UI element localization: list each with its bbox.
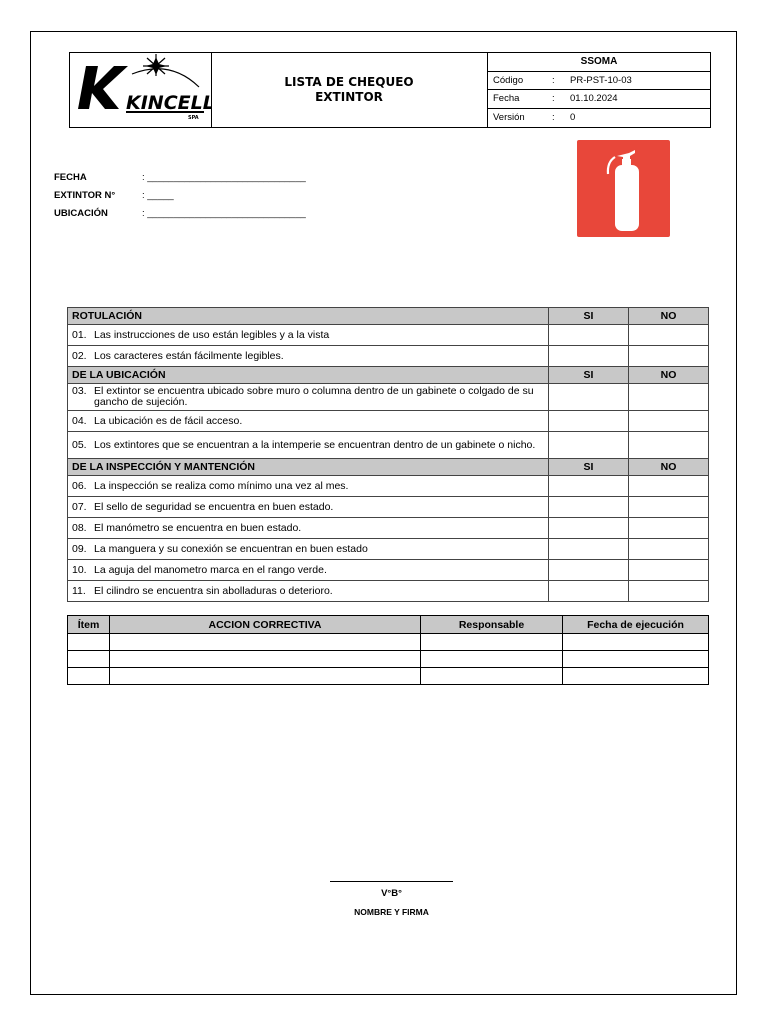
si-cell[interactable] [549, 384, 629, 411]
no-cell[interactable] [629, 581, 709, 602]
item-number: 07. [72, 501, 87, 513]
no-cell[interactable] [629, 384, 709, 411]
action-header-row [68, 616, 709, 634]
si-cell[interactable] [549, 539, 629, 560]
no-header: NO [629, 308, 709, 325]
table-row [68, 497, 709, 518]
item-number: 05. [72, 438, 87, 451]
meta-sep: : [552, 74, 555, 86]
table-row [68, 384, 709, 411]
table-row [68, 411, 709, 432]
field-label: EXTINTOR N° [54, 189, 116, 201]
field-extintor[interactable] [54, 186, 306, 204]
no-cell[interactable] [629, 476, 709, 497]
meta-key: Fecha [493, 93, 520, 105]
meta-key: Versión [493, 112, 525, 124]
item-number: 04. [72, 415, 87, 427]
col-date: Fecha de ejecución [563, 616, 709, 634]
si-cell[interactable] [549, 325, 629, 346]
table-row [68, 581, 709, 602]
no-header: NO [629, 367, 709, 384]
no-cell[interactable] [629, 539, 709, 560]
si-header: SI [549, 367, 629, 384]
section-title: ROTULACIÓN [68, 308, 549, 325]
table-row [68, 476, 709, 497]
empty-cell[interactable] [68, 668, 110, 685]
empty-cell[interactable] [68, 651, 110, 668]
document-meta [488, 53, 710, 127]
title-line-1: LISTA DE CHEQUEO [284, 75, 414, 89]
empty-cell[interactable] [563, 651, 709, 668]
table-row [68, 325, 709, 346]
table-row [68, 560, 709, 581]
si-cell[interactable] [549, 518, 629, 539]
item-number: 08. [72, 522, 87, 534]
table-row [68, 668, 709, 685]
table-row [68, 539, 709, 560]
meta-row-code [488, 72, 710, 91]
item-number: 01. [72, 329, 87, 341]
item-text: Los caracteres están fácilmente legibles. [94, 350, 284, 362]
si-cell[interactable] [549, 581, 629, 602]
si-header: SI [549, 308, 629, 325]
col-responsible: Responsable [421, 616, 563, 634]
meta-value: 01.10.2024 [570, 93, 618, 105]
empty-cell[interactable] [110, 668, 421, 685]
fire-extinguisher-icon [577, 140, 670, 237]
item-text: El cilindro se encuentra sin abolladuras o deterioro. [94, 585, 333, 597]
field-label: FECHA [54, 171, 87, 183]
empty-cell[interactable] [110, 651, 421, 668]
meta-row-version [488, 109, 710, 128]
document-title [211, 53, 488, 127]
signature-vb: V°B° [381, 888, 402, 899]
item-text: La manguera y su conexión se encuentran en buen estado [94, 543, 368, 555]
item-text: El sello de seguridad se encuentra en buen estado. [94, 501, 334, 513]
logo-sub: SPA [188, 115, 199, 121]
item-text: La aguja del manometro marca en el rango verde. [94, 564, 327, 576]
section-header [68, 367, 709, 384]
signature-line[interactable] [330, 881, 453, 882]
si-cell[interactable] [549, 476, 629, 497]
document-header [69, 52, 711, 128]
logo-wordmark: KINCELL [126, 92, 211, 114]
field-blank[interactable]: : _____ [142, 189, 174, 201]
table-row [68, 432, 709, 459]
company-logo [70, 53, 212, 127]
section-header [68, 308, 709, 325]
empty-cell[interactable] [421, 634, 563, 651]
signature-name-label: NOMBRE Y FIRMA [354, 907, 429, 917]
title-line-2: EXTINTOR [315, 90, 383, 104]
si-cell[interactable] [549, 346, 629, 367]
no-cell[interactable] [629, 560, 709, 581]
meta-sep: : [552, 93, 555, 105]
form-fields [54, 168, 306, 222]
meta-head: SSOMA [488, 53, 710, 72]
si-header: SI [549, 459, 629, 476]
field-label: UBICACIÓN [54, 207, 108, 219]
field-fecha[interactable] [54, 168, 306, 186]
no-cell[interactable] [629, 497, 709, 518]
si-cell[interactable] [549, 411, 629, 432]
meta-value: 0 [570, 112, 576, 124]
checklist-table [67, 307, 709, 602]
meta-key: Código [493, 74, 524, 86]
item-number: 03. [72, 385, 87, 397]
empty-cell[interactable] [421, 651, 563, 668]
corrective-action-table [67, 615, 709, 685]
item-number: 09. [72, 543, 87, 555]
field-ubicacion[interactable] [54, 204, 306, 222]
field-blank[interactable]: : ______________________________ [142, 207, 306, 219]
empty-cell[interactable] [110, 634, 421, 651]
no-cell[interactable] [629, 411, 709, 432]
empty-cell[interactable] [563, 668, 709, 685]
section-title: DE LA UBICACIÓN [68, 367, 549, 384]
no-cell[interactable] [629, 432, 709, 459]
item-number: 10. [72, 564, 87, 576]
item-text: La ubicación es de fácil acceso. [94, 415, 243, 427]
field-blank[interactable]: : ______________________________ [142, 171, 306, 183]
no-cell[interactable] [629, 346, 709, 367]
si-cell[interactable] [549, 497, 629, 518]
no-cell[interactable] [629, 325, 709, 346]
col-item: Ítem [68, 616, 110, 634]
item-number: 06. [72, 480, 87, 492]
si-cell[interactable] [549, 560, 629, 581]
item-text: Los extintores que se encuentran a la intemperie se encuentran dentro de un gabinete o nicho. [94, 438, 536, 451]
item-number: 02. [72, 350, 87, 362]
no-cell[interactable] [629, 518, 709, 539]
meta-row-date [488, 90, 710, 109]
section-title: DE LA INSPECCIÓN Y MANTENCIÓN [68, 459, 549, 476]
table-row [68, 346, 709, 367]
table-row [68, 651, 709, 668]
item-text: Las instrucciones de uso están legibles y a la vista [94, 329, 330, 341]
table-row [68, 634, 709, 651]
item-number: 11. [72, 585, 86, 597]
section-header [68, 459, 709, 476]
table-row [68, 518, 709, 539]
item-text: El manómetro se encuentra en buen estado. [94, 522, 302, 534]
si-cell[interactable] [549, 432, 629, 459]
empty-cell[interactable] [68, 634, 110, 651]
item-text: El extintor se encuentra ubicado sobre muro o columna dentro de un gabinete o colgado de su gancho de sujeción. [94, 385, 534, 408]
col-action: ACCION CORRECTIVA [110, 616, 421, 634]
empty-cell[interactable] [421, 668, 563, 685]
no-header: NO [629, 459, 709, 476]
meta-value: PR-PST-10-03 [570, 74, 632, 86]
meta-sep: : [552, 112, 555, 124]
item-text: La inspección se realiza como mínimo una vez al mes. [94, 480, 349, 492]
empty-cell[interactable] [563, 634, 709, 651]
